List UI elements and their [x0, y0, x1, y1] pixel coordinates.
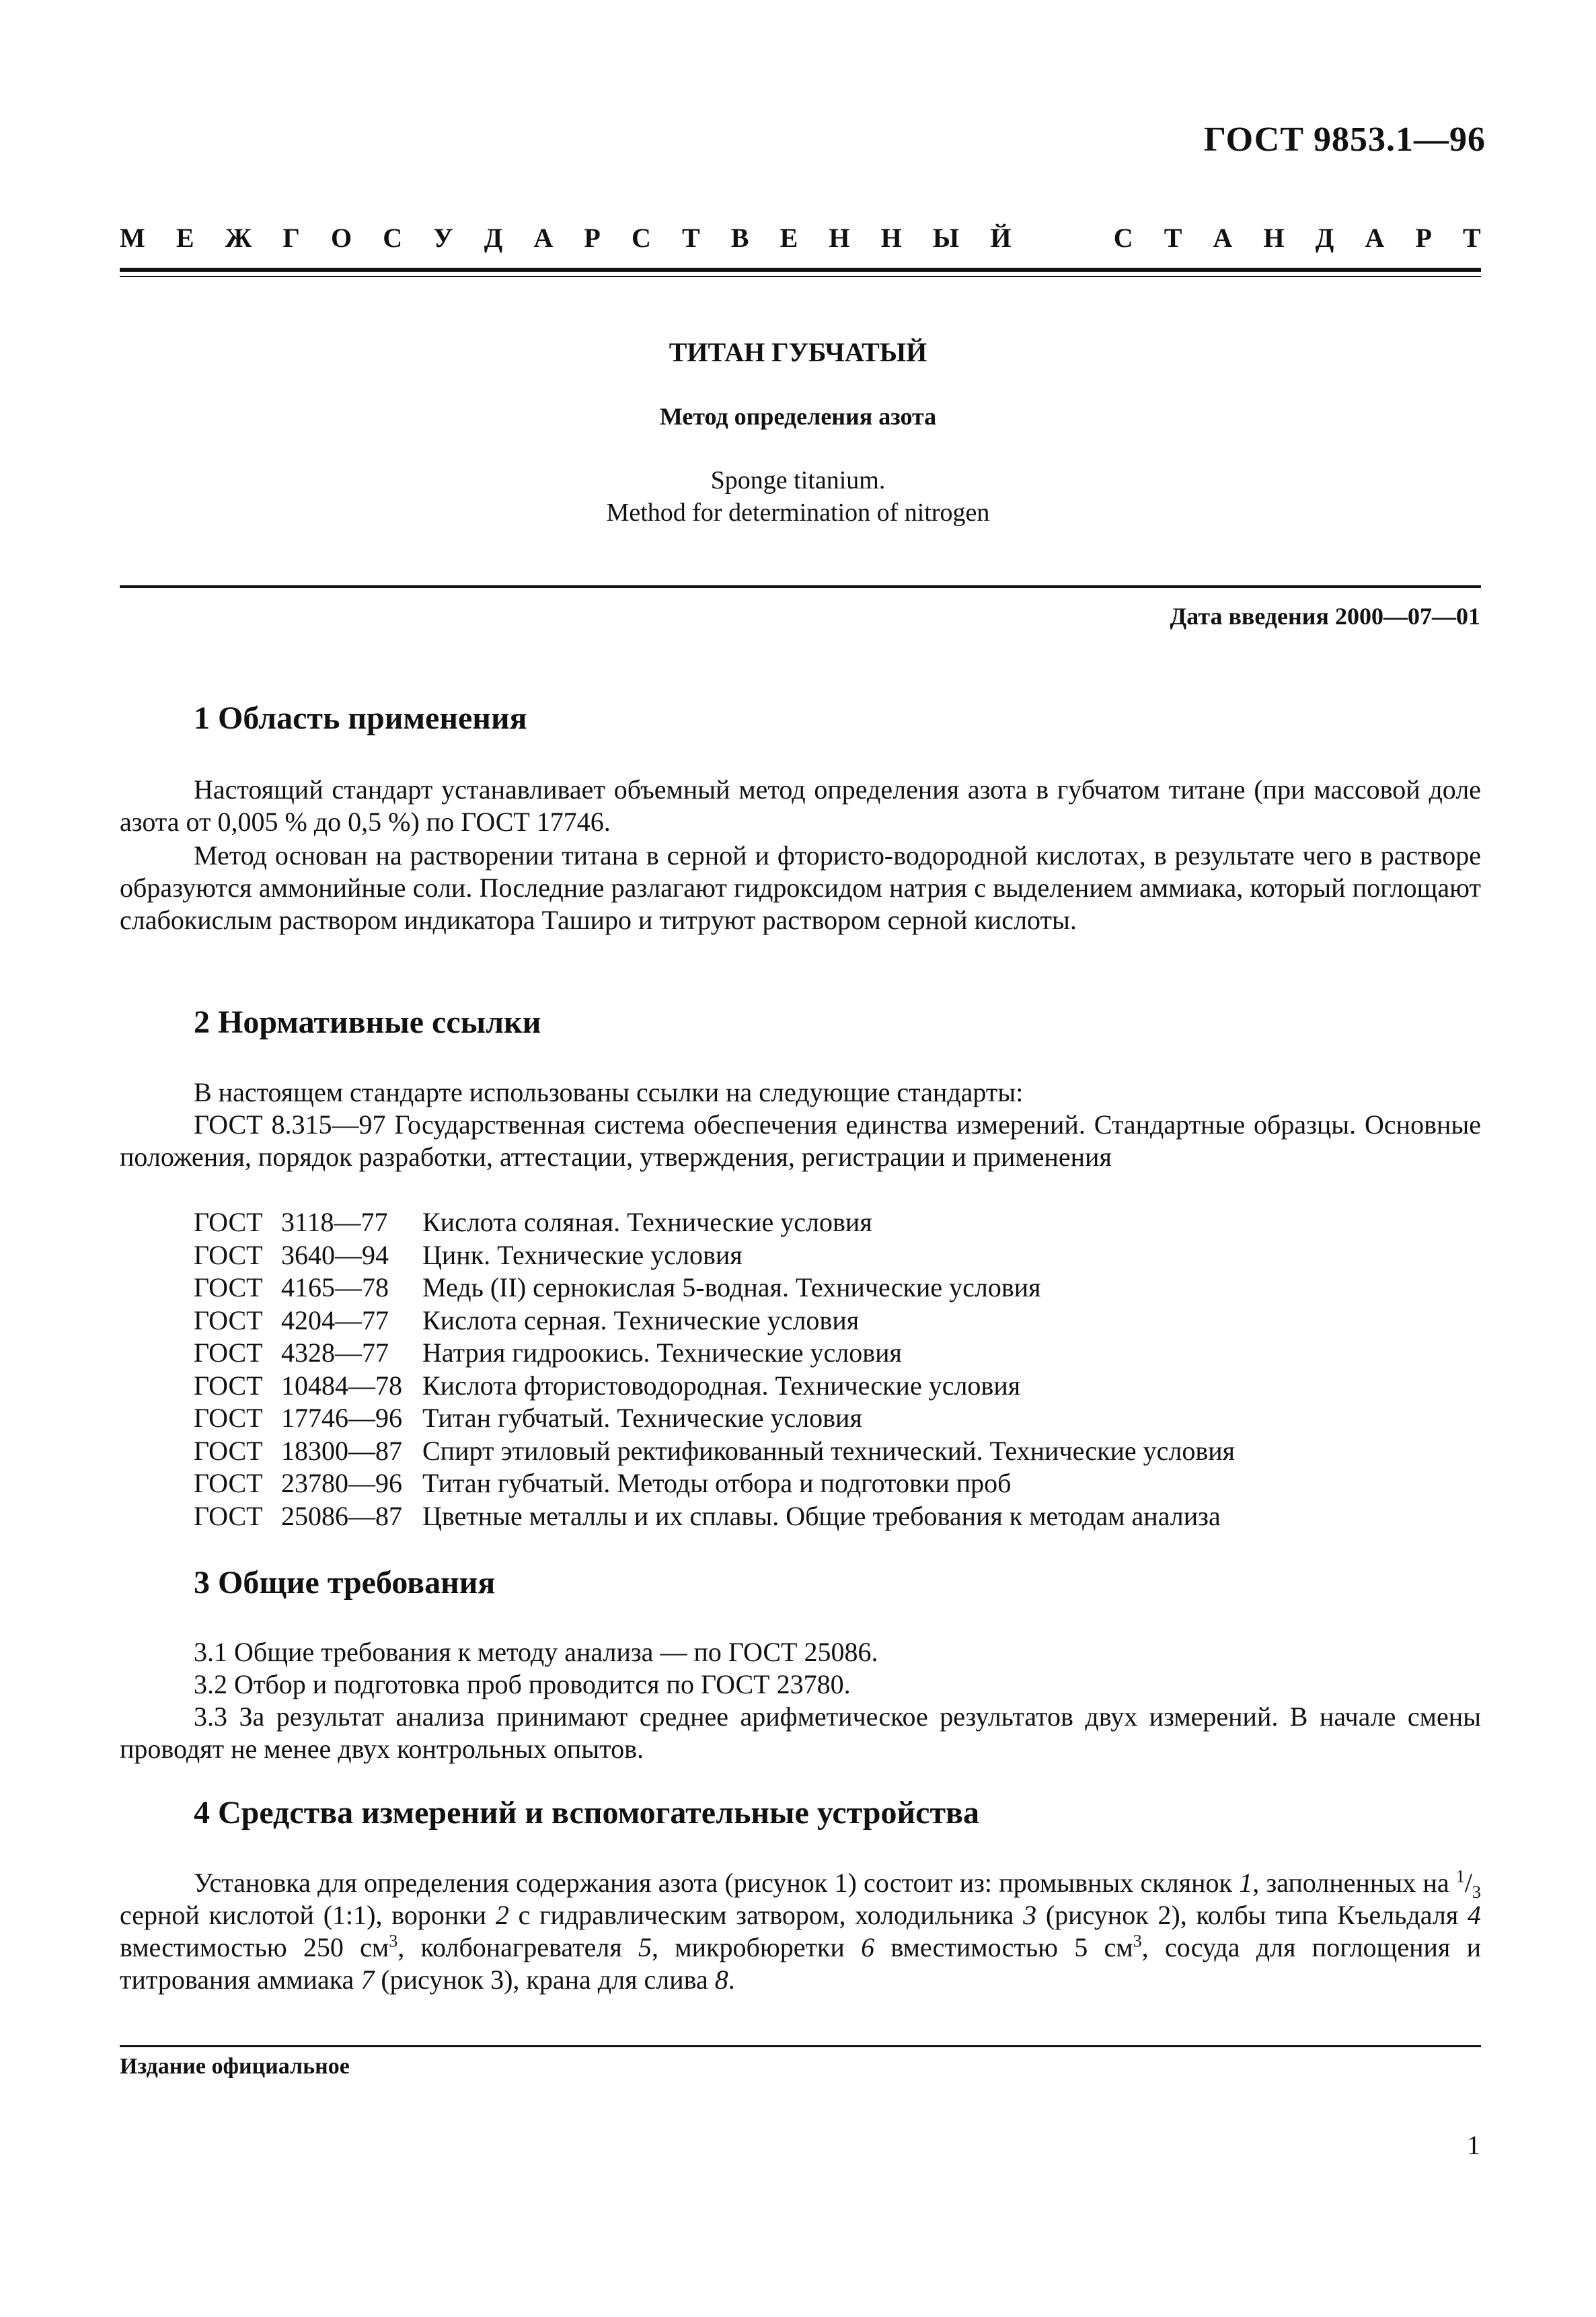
section3-item1: 3.1 Общие требования к методу анализа — по ГОСТ 25086. [194, 1637, 878, 1667]
banner-letter: А [1213, 223, 1233, 253]
banner-letter: С [383, 223, 403, 253]
banner-gap [1042, 222, 1083, 254]
list-item [194, 1272, 1235, 1304]
text-run: серной кислотой (1:1), воронки [120, 1900, 496, 1930]
list-item [194, 1206, 1235, 1239]
text-run: , сосуда для поглощения и титрования аммиака [120, 1932, 1482, 1995]
english-title-line1: Sponge titanium. [710, 466, 886, 494]
banner-letter: Н [829, 223, 850, 253]
banner-letter: У [433, 223, 453, 253]
list-item [194, 1402, 1235, 1435]
header-rule-thick [120, 268, 1481, 272]
text-run: вместимостью 250 см [120, 1932, 389, 1962]
text-run: , заполненных на [1252, 1868, 1456, 1898]
list-item [194, 1435, 1235, 1468]
ref-number: 17746—96 [281, 1403, 402, 1433]
section4-paragraph [120, 1867, 1481, 1996]
english-title-line2: Method for determination of nitrogen [606, 499, 990, 527]
standard-code: ГОСТ 9853.1—96 [1203, 120, 1486, 159]
ref-number: 10484—78 [281, 1370, 402, 1401]
ref-title: Кислота фтористоводородная. Технические условия [422, 1370, 1021, 1401]
ref-number: 4165—78 [281, 1272, 389, 1302]
fraction-numerator: 1 [1455, 1866, 1465, 1886]
title-rule [120, 585, 1481, 588]
ref-prefix: ГОСТ [194, 1403, 263, 1433]
ref-number: 3118—77 [281, 1207, 388, 1237]
ref-prefix: ГОСТ [194, 1239, 263, 1270]
ref-title: Медь (II) сернокислая 5-водная. Технические условия [422, 1272, 1041, 1302]
banner-letter: Ж [225, 223, 252, 253]
banner-letter: А [533, 223, 554, 253]
document-title: ТИТАН ГУБЧАТЫЙ [669, 337, 927, 367]
ref-title: Кислота серная. Технические условия [422, 1304, 860, 1335]
ref-number: 4328—77 [281, 1337, 389, 1368]
list-item [194, 1239, 1235, 1272]
header-rule-thin [120, 276, 1481, 277]
ref-number: 25086—87 [281, 1500, 402, 1531]
list-item [194, 1467, 1235, 1500]
banner-letter: Е [176, 223, 194, 253]
banner-letter: Т [681, 223, 700, 253]
ref-title: Титан губчатый. Технические условия [422, 1403, 862, 1433]
banner-letter: Т [1164, 223, 1182, 253]
banner-letter: Н [880, 223, 902, 253]
ref-prefix: ГОСТ [194, 1435, 263, 1466]
section1-paragraph2: Метод основан на растворении титана в серной и фтористо-водородной кислотах, в результате чего в растворе образуются аммонийные соли. Последние разлагают гидроксидом натрия с выделением аммиака, который поглощают слабокислым раствором индикатора Таширо и титруют раствором серной кислоты. [120, 840, 1481, 935]
banner-letter: Е [780, 223, 798, 253]
banner-letter: Д [1315, 223, 1334, 253]
ref-prefix: ГОСТ [194, 1468, 263, 1498]
banner-letter: А [1365, 223, 1385, 253]
ref-title: Цветные металлы и их сплавы. Общие требования к методам анализа [422, 1500, 1221, 1531]
figure-item-number: 2 [495, 1900, 509, 1930]
banner-letter: Д [484, 223, 503, 253]
section2-heading: 2 Нормативные ссылки [194, 1004, 541, 1040]
superscript: 3 [1133, 1931, 1142, 1951]
list-item [194, 1337, 1235, 1370]
section3-item3: 3.3 За результат анализа принимают среднее арифметическое результатов двух измерений. В начале смены проводят не менее двух контрольных опытов. [120, 1701, 1481, 1764]
ref-number: 23780—96 [281, 1468, 402, 1498]
section1-heading: 1 Область применения [194, 700, 527, 736]
banner-letter: Н [1263, 223, 1285, 253]
banner-letter: С [631, 223, 651, 253]
section3-item2: 3.2 Отбор и подготовка проб проводится по ГОСТ 23780. [194, 1669, 851, 1699]
figure-item-number: 4 [1468, 1900, 1482, 1930]
list-item [194, 1304, 1235, 1337]
banner-letter: Р [1415, 223, 1432, 253]
ref-prefix: ГОСТ [194, 1207, 263, 1237]
ref-title: Цинк. Технические условия [422, 1239, 743, 1270]
references-list [194, 1206, 1235, 1533]
ref-prefix: ГОСТ [194, 1370, 263, 1401]
banner-letter: Р [584, 223, 601, 253]
ref-number: 4204—77 [281, 1304, 389, 1335]
banner-letter: С [1113, 223, 1133, 253]
text-run: Установка для определения содержания азота (рисунок 1) состоит из: промывных склянок [194, 1868, 1240, 1898]
banner-letter: Й [990, 223, 1012, 253]
introduction-date: Дата введения 2000—07—01 [1170, 603, 1480, 630]
list-item [194, 1370, 1235, 1403]
banner-letter: Ы [932, 223, 960, 253]
text-run: . [728, 1964, 735, 1995]
ref-prefix: ГОСТ [194, 1272, 263, 1302]
text-run: с гидравлическим затвором, холодильника [508, 1900, 1024, 1930]
ref-prefix: ГОСТ [194, 1500, 263, 1531]
text-run: (рисунок 3), крана для слива [374, 1964, 715, 1995]
text-run: , колбонагревателя [397, 1932, 639, 1962]
banner-letter: Т [1463, 223, 1481, 253]
banner-letter: Г [282, 223, 300, 253]
fraction-denominator: 3 [1472, 1882, 1482, 1902]
text-run: вместимостью 5 см [874, 1932, 1133, 1962]
ref-title: Спирт этиловый ректификованный технический. Технические условия [422, 1435, 1236, 1466]
ref-prefix: ГОСТ [194, 1337, 263, 1368]
section1-paragraph1: Настоящий стандарт устанавливает объемный метод определения азота в губчатом титане (при массовой доле азота от 0,005 % до 0,5 %) по ГОСТ 17746. [120, 774, 1481, 837]
superscript: 3 [389, 1931, 398, 1951]
text-run: , микробюретки [652, 1932, 862, 1962]
section2-intro: В настоящем стандарте использованы ссылки на следующие стандарты: [194, 1077, 1024, 1107]
figure-item-number: 3 [1023, 1900, 1037, 1930]
figure-item-number: 5 [638, 1932, 652, 1962]
ref-number: 3640—94 [281, 1239, 389, 1270]
list-item [194, 1500, 1235, 1533]
ref-title: Натрия гидроокись. Технические условия [422, 1337, 902, 1368]
ref-number: 18300—87 [281, 1435, 402, 1466]
text-run: (рисунок 2), колбы типа Къельдаля [1036, 1900, 1468, 1930]
ref-title: Титан губчатый. Методы отбора и подготовки проб [422, 1468, 1012, 1498]
footer-rule [120, 2045, 1481, 2047]
fraction-slash: / [1464, 1868, 1473, 1898]
interstate-standard-banner [120, 222, 1481, 254]
ref-title: Кислота соляная. Технические условия [422, 1207, 872, 1237]
figure-item-number: 6 [861, 1932, 875, 1962]
page-number: 1 [1467, 2130, 1480, 2160]
banner-letter: О [330, 223, 352, 253]
section4-heading: 4 Средства измерений и вспомогательные устройства [194, 1795, 979, 1831]
banner-letter: В [730, 223, 749, 253]
document-subtitle: Метод определения азота [659, 403, 937, 430]
official-edition-label: Издание официальное [120, 2054, 350, 2079]
figure-item-number: 7 [360, 1964, 375, 1995]
figure-item-number: 8 [714, 1964, 728, 1995]
english-title [0, 464, 1596, 529]
section3-heading: 3 Общие требования [194, 1565, 496, 1601]
figure-item-number: 1 [1239, 1868, 1253, 1898]
section2-gost-8315: ГОСТ 8.315—97 Государственная система обеспечения единства измерений. Стандартные образцы. Основные положения, порядок разработки, аттестации, утверждения, регистрации и применения [120, 1109, 1481, 1172]
banner-letter: М [120, 223, 145, 253]
ref-prefix: ГОСТ [194, 1304, 263, 1335]
